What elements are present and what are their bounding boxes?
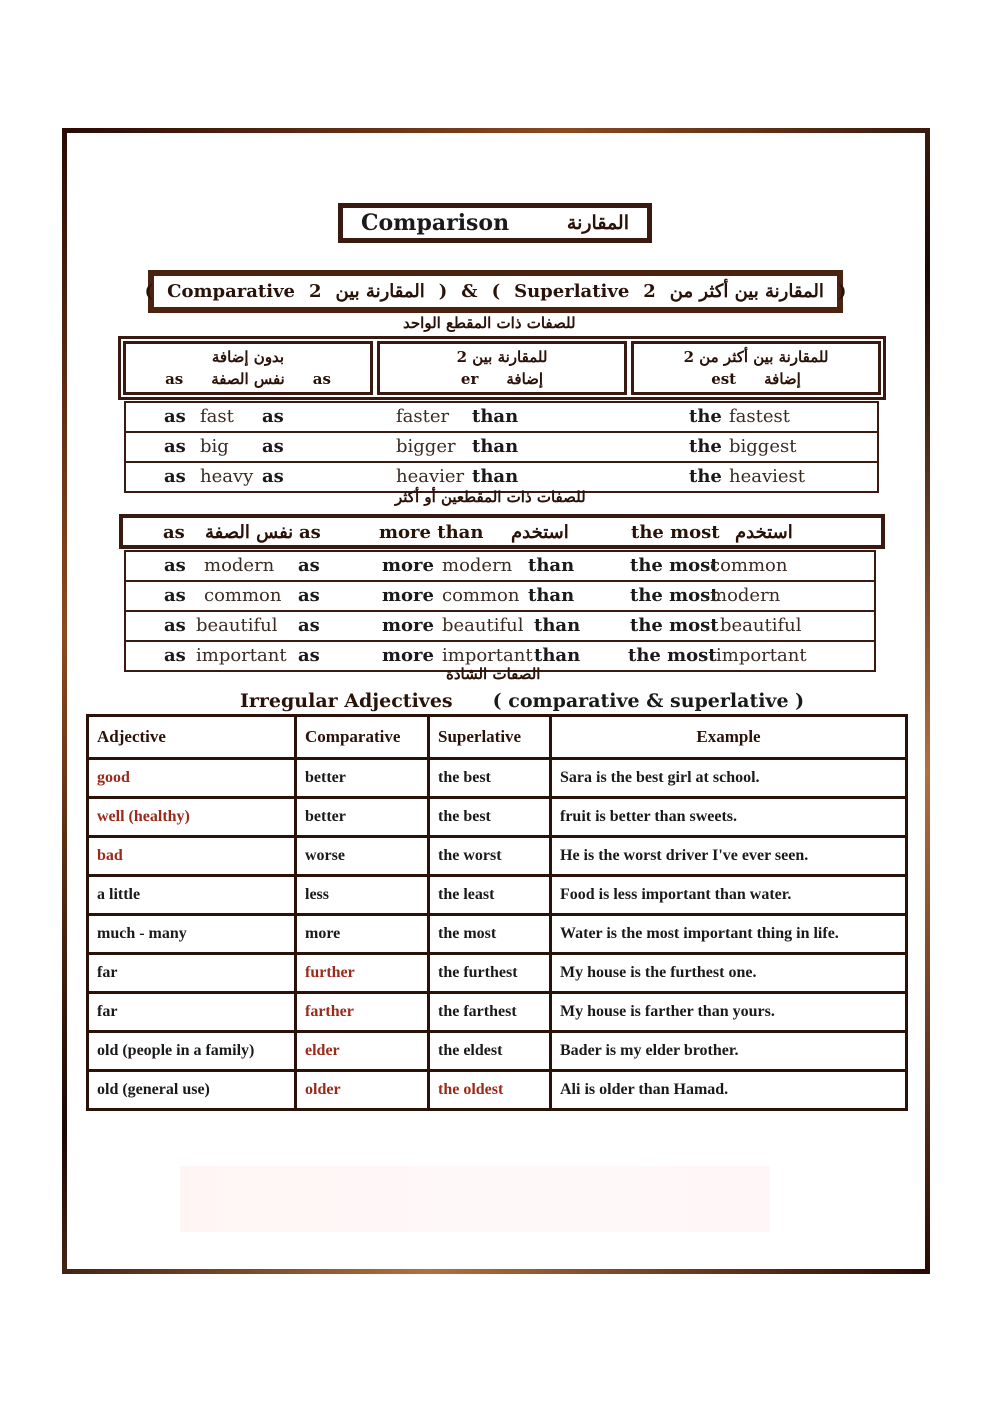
cell-adjective: old (general use) [88, 1071, 296, 1110]
use-arabic: استخدم [735, 522, 793, 543]
than-word: than [472, 466, 519, 487]
cell-superlative: the best [429, 759, 551, 798]
comparative-adjective: common [442, 585, 520, 606]
adjective: heavy [200, 466, 254, 487]
cell-example: Food is less important than water. [551, 876, 907, 915]
table-row [88, 759, 907, 798]
as-word: as [164, 436, 186, 457]
title-english: Comparison [361, 210, 510, 236]
superlative-num: 2 [643, 281, 656, 302]
than-word: than [534, 615, 581, 636]
title-arabic: المقارنة [566, 212, 629, 234]
comparative-adjective: modern [442, 555, 513, 576]
cell-adjective: far [88, 993, 296, 1032]
irregular-heading-arabic: الصفات الشاذة [446, 665, 541, 683]
column-header-superlative: Superlative [429, 716, 551, 759]
irregular-title-text: Irregular Adjectives [240, 690, 453, 712]
table-row [88, 798, 907, 837]
two-syllable-rules [119, 514, 885, 549]
as-word: as [298, 615, 320, 636]
adjective: fast [200, 406, 234, 427]
than-word: than [472, 436, 519, 457]
cell-comparative: elder [296, 1032, 429, 1071]
paren-open-1: ( [144, 281, 154, 302]
table-row [88, 993, 907, 1032]
as-word: as [299, 522, 321, 543]
cell-comparative: further [296, 954, 429, 993]
two-syllable-row [126, 582, 874, 612]
cell-comparative: farther [296, 993, 429, 1032]
the-most: the most [630, 585, 719, 606]
than-word: than [528, 585, 575, 606]
as-word: as [164, 615, 186, 636]
rule-er-arabic: إضافة [506, 370, 544, 388]
superlative-adjective: important [716, 645, 807, 666]
cell-example: Ali is older than Hamad. [551, 1071, 907, 1110]
ampersand: & [461, 281, 478, 302]
cell-comparative: more [296, 915, 429, 954]
cell-comparative: less [296, 876, 429, 915]
superlative: biggest [729, 436, 797, 457]
the-most: the most [628, 645, 717, 666]
cell-adjective: a little [88, 876, 296, 915]
rule-as-word-2: as [312, 370, 331, 388]
two-syllable-row [126, 552, 874, 582]
one-syllable-row [126, 433, 877, 463]
as-word: as [164, 406, 186, 427]
faded-area [180, 1166, 770, 1232]
comparative-label: Comparative [167, 281, 295, 302]
table-row [88, 1032, 907, 1071]
cell-adjective: much - many [88, 915, 296, 954]
comparative: heavier [396, 466, 465, 487]
cell-superlative: the least [429, 876, 551, 915]
cell-superlative: the eldest [429, 1032, 551, 1071]
rule-as-arabic: نفس الصفة [211, 370, 285, 388]
rule-er-suffix: er [460, 370, 479, 388]
the-most: the most [630, 555, 719, 576]
comparative-adjective: beautiful [442, 615, 524, 636]
more-word: more [382, 555, 434, 576]
as-word: as [164, 645, 186, 666]
rule-est-line1: للمقارنة بين أكثر من 2 [683, 348, 829, 366]
adjective: beautiful [196, 615, 278, 636]
one-syllable-examples [124, 401, 879, 493]
cell-superlative: the furthest [429, 954, 551, 993]
page-title [338, 203, 652, 243]
rule-est-arabic: إضافة [764, 370, 801, 388]
the-word: the [689, 406, 722, 427]
rule-as-as [123, 341, 373, 395]
adjective: modern [204, 555, 275, 576]
comparative-num: 2 [308, 281, 322, 302]
cell-superlative: the most [429, 915, 551, 954]
more-than: more than [379, 522, 484, 543]
superlative: fastest [729, 406, 790, 427]
the-word: the [689, 436, 722, 457]
irregular-title [240, 690, 804, 712]
table-row [88, 837, 907, 876]
comparative-adjective: important [442, 645, 533, 666]
table-row [88, 954, 907, 993]
than-word: than [528, 555, 575, 576]
adjective: common [204, 585, 282, 606]
table-row [88, 1071, 907, 1110]
superlative-arabic: المقارنة بين أكثر من [669, 281, 824, 302]
irregular-adjectives-table [86, 714, 908, 1111]
rule-as-line1: بدون إضافة [211, 348, 285, 366]
two-syllable-row [126, 612, 874, 642]
cell-adjective: old (people in a family) [88, 1032, 296, 1071]
column-header-adjective: Adjective [88, 716, 296, 759]
use-arabic: استخدم [511, 522, 569, 543]
one-syllable-row [126, 463, 877, 491]
more-word: more [382, 645, 434, 666]
cell-example: fruit is better than sweets. [551, 798, 907, 837]
cell-adjective: well (healthy) [88, 798, 296, 837]
as-word: as [163, 522, 185, 543]
cell-example: My house is farther than yours. [551, 993, 907, 1032]
comparative: faster [396, 406, 450, 427]
paren-close-1: ) [438, 281, 448, 302]
two-syllable-examples [124, 550, 876, 672]
same-adjective-arabic: نفس الصفة [205, 522, 294, 543]
superlative-adjective: common [710, 555, 788, 576]
table-row [88, 915, 907, 954]
cell-superlative: the farthest [429, 993, 551, 1032]
as-word: as [298, 585, 320, 606]
paren-open-2: ( [491, 281, 501, 302]
the-most: the most [631, 522, 720, 543]
as-word: as [298, 645, 320, 666]
as-word: as [262, 436, 284, 457]
one-syllable-row [126, 403, 877, 433]
as-word: as [164, 466, 186, 487]
more-word: more [382, 585, 434, 606]
than-word: than [472, 406, 519, 427]
cell-superlative: the best [429, 798, 551, 837]
superlative-adjective: modern [710, 585, 781, 606]
irregular-subtitle: ( comparative & superlative ) [492, 690, 805, 712]
comparative-arabic: المقارنة بين [335, 281, 425, 302]
cell-adjective: bad [88, 837, 296, 876]
superlative: heaviest [729, 466, 806, 487]
as-word: as [262, 466, 284, 487]
rule-as-word: as [165, 370, 184, 388]
column-header-example: Example [551, 716, 907, 759]
cell-example: My house is the furthest one. [551, 954, 907, 993]
table-header-row [88, 716, 907, 759]
cell-adjective: good [88, 759, 296, 798]
cell-example: Water is the most important thing in life. [551, 915, 907, 954]
two-syllable-heading: للصفات ذات المقطعين أو أكثر [395, 488, 586, 506]
one-syllable-rules [118, 336, 886, 400]
the-most: the most [630, 615, 719, 636]
cell-adjective: far [88, 954, 296, 993]
as-word: as [164, 555, 186, 576]
cell-superlative: the worst [429, 837, 551, 876]
cell-comparative: better [296, 798, 429, 837]
superlative-label: Superlative [514, 281, 630, 302]
comparative-superlative-header [144, 270, 847, 313]
cell-example: Bader is my elder brother. [551, 1032, 907, 1071]
column-header-comparative: Comparative [296, 716, 429, 759]
table-row [88, 876, 907, 915]
superlative-adjective: beautiful [720, 615, 802, 636]
adjective: important [196, 645, 287, 666]
cell-comparative: older [296, 1071, 429, 1110]
than-word: than [534, 645, 581, 666]
one-syllable-heading: للصفات ذات المقطع الواحد [403, 314, 576, 332]
rule-er [377, 341, 627, 395]
rule-est-suffix: est [711, 370, 737, 388]
as-word: as [298, 555, 320, 576]
more-word: more [382, 615, 434, 636]
rule-est [631, 341, 881, 395]
as-word: as [164, 585, 186, 606]
comparative: bigger [396, 436, 456, 457]
cell-comparative: worse [296, 837, 429, 876]
paren-close-2: ) [837, 281, 847, 302]
cell-comparative: better [296, 759, 429, 798]
cell-superlative: the oldest [429, 1071, 551, 1110]
the-word: the [689, 466, 722, 487]
rule-er-line1: للمقارنة بين 2 [456, 348, 548, 366]
cell-example: He is the worst driver I've ever seen. [551, 837, 907, 876]
as-word: as [262, 406, 284, 427]
adjective: big [200, 436, 229, 457]
cell-example: Sara is the best girl at school. [551, 759, 907, 798]
